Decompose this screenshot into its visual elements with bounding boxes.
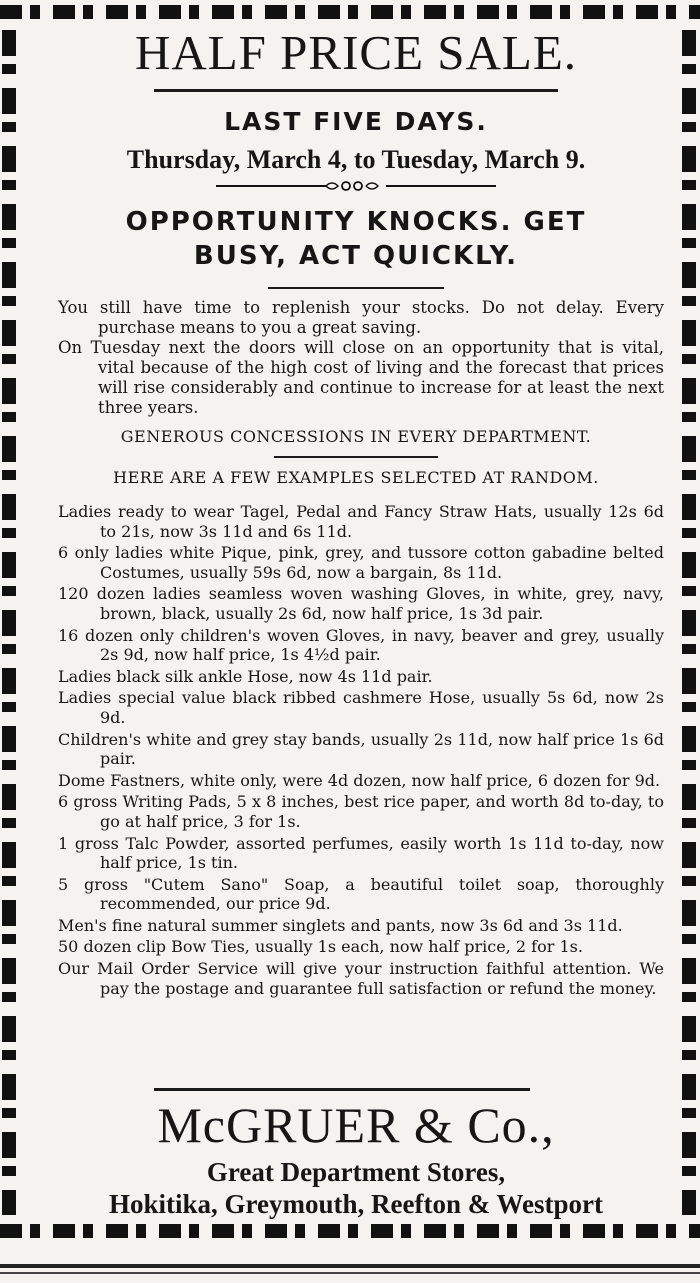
- list-item: 120 dozen ladies seamless woven washing Gloves, in white, grey, navy, brown, black, usually 2s 6d, now half price, 1s 3d pair.: [58, 584, 664, 623]
- concessions-line: GENEROUS CONCESSIONS IN EVERY DEPARTMENT.: [120, 427, 592, 446]
- bottom-rule-thin: [0, 1272, 700, 1274]
- list-item: Ladies special value black ribbed cashmere Hose, usually 5s 6d, now 2s 9d.: [58, 688, 664, 727]
- list-item: Ladies black silk ankle Hose, now 4s 11d pair.: [58, 666, 433, 686]
- list-item: 1 gross Talc Powder, assorted perfumes, easily worth 1s 11d to-day, now half price, 1s tin.: [58, 833, 664, 873]
- stores-line: Great Department Stores,: [206, 1157, 506, 1187]
- intro-paragraph: On Tuesday next the doors will close on an opportunity that is vital, vital because of the high cost of living and the forecast that prices will rise considerably and continue to increase for at least the next three years.: [58, 338, 664, 417]
- list-item: 16 dozen only children's woven Gloves, in navy, beaver and grey, usually 2s 9d, now half price, 1s 4½d pair.: [58, 625, 664, 665]
- item-list: [48, 502, 664, 1000]
- list-item: 6 only ladies white Pique, pink, grey, and tussore cotton gabadine belted Costumes, usually 59s 6d, now a bargain, 8s 11d.: [58, 543, 664, 582]
- right-border: [682, 30, 696, 1215]
- left-border: [2, 30, 16, 1215]
- intro-paragraph: You still have time to replenish your stocks. Do not delay. Every purchase means to you a great saving.: [58, 298, 664, 337]
- bottom-rule: [0, 1264, 700, 1268]
- towns-line: Hokitika, Greymouth, Reefton & Westport: [109, 1189, 603, 1219]
- examples-heading: HERE ARE A FEW EXAMPLES SELECTED AT RANDOM.: [113, 468, 599, 487]
- list-item: Men's fine natural summer singlets and pants, now 3s 6d and 3s 11d.: [58, 915, 623, 935]
- headline: HALF PRICE SALE.: [134, 25, 578, 80]
- list-item: 50 dozen clip Bow Ties, usually 1s each, now half price, 2 for 1s.: [58, 937, 583, 957]
- list-item: Dome Fastners, white only, were 4d dozen, now half price, 6 dozen for 9d.: [58, 770, 661, 790]
- list-item: 6 gross Writing Pads, 5 x 8 inches, best rice paper, and worth 8d to-day, to go at half price, 3 for 1s.: [58, 792, 664, 831]
- subhead: LAST FIVE DAYS.: [224, 107, 488, 136]
- short-divider: [268, 287, 444, 289]
- divider: [154, 89, 558, 92]
- tagline-line-1: OPPORTUNITY KNOCKS. GET: [125, 207, 587, 237]
- top-border: [0, 5, 700, 19]
- tagline-line-2: BUSY, ACT QUICKLY.: [193, 241, 519, 271]
- short-divider: [274, 456, 438, 458]
- sale-dates: Thursday, March 4, to Tuesday, March 9.: [126, 145, 586, 174]
- bottom-border: [0, 1224, 700, 1238]
- list-item: Ladies ready to wear Tagel, Pedal and Fancy Straw Hats, usually 12s 6d to 21s, now 3s 11d and 6s 11d.: [58, 502, 664, 541]
- list-item: 5 gross "Cutem Sano" Soap, a beautiful toilet soap, thoroughly recommended, our price 9d.: [58, 874, 664, 914]
- divider: [154, 1088, 530, 1091]
- ornament-divider: [216, 178, 496, 194]
- list-item: Children's white and grey stay bands, usually 2s 11d, now half price 1s 6d pair.: [58, 729, 664, 769]
- mail-order-note: Our Mail Order Service will give your instruction faithful attention. We pay the postage and guarantee full satisfaction or refund the money.: [58, 959, 664, 998]
- tagline: [48, 205, 664, 273]
- intro-text: [58, 298, 664, 418]
- brand-name: McGRUER & Co.,: [157, 1097, 555, 1153]
